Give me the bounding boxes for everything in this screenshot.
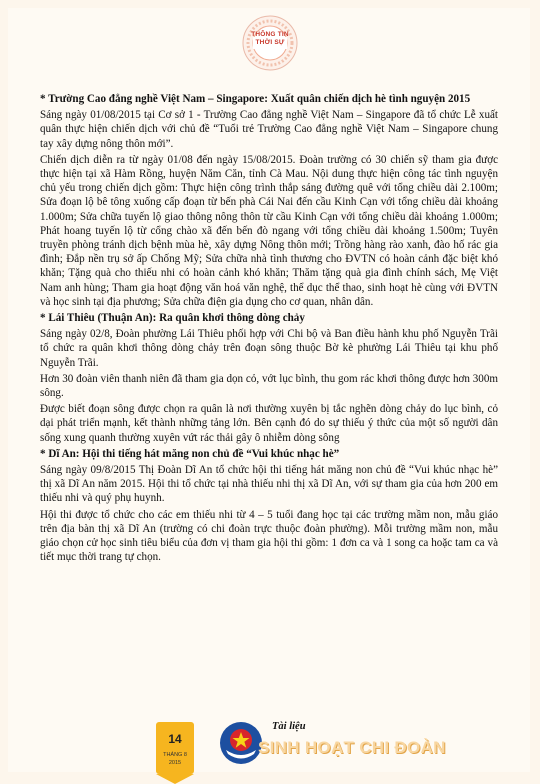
thong-tin-thoi-su-logo	[241, 14, 299, 72]
article-body	[40, 92, 498, 567]
paragraph: Được biết đoạn sông được chọn ra quân là nơi thường xuyên bị tắc nghẽn dòng chảy do lục bình, cỏ dại phát triển mạnh, kết thành những tảng lớn. Bên cạnh đó do sự thiếu ý thức của một số người dân sống xung quanh thường xuyên vứt rác thải gây ô nhiễm dòng sông	[40, 403, 498, 444]
issue-year: 2015	[168, 760, 182, 766]
section-heading: * Lái Thiêu (Thuận An): Ra quân khơi thông dòng chảy	[40, 312, 305, 325]
paragraph: Hơn 30 đoàn viên thanh niên đã tham gia dọn cỏ, vớt lục bình, thu gom rác khơi thông được hơn 300m sông.	[40, 372, 498, 400]
issue-month: THÁNG 8	[163, 752, 187, 758]
paragraph: Chiến dịch diễn ra từ ngày 01/08 đến ngày 15/08/2015. Đoàn trường có 30 chiến sỹ tham gia được thực hiện tại xã Hàm Rồng, huyện Năm Căn, tỉnh Cà Mau. Nội dung thực hiện công tác tình nguyện chủ yếu trong chiến dịch gồm: Thực hiện công trình thắp sáng đường quê với tổng chiều dài 2.100m; Sửa đoạn lộ bê tông xuống cấp đoạn từ bến phà Cái Nai đến cầu Kinh Cạn với tổng chiều dài khoảng 1.000m; Sửa chữa tuyến lộ giao thông nông thôn từ cầu Kinh Cạn với tổng chiều dài khoảng 1.000m; Phát hoang tuyến lộ từ cổng chào xã đến bến đò ngang với tổng chiều dài khoảng 1.500m; Tuyên truyền phòng tránh dịch bệnh mùa hè, xây dựng Nông thôn mới; Trồng hàng rào xanh, đào hố rác gia đình; Đắp nền trụ sở ấp Chống Mỹ; Sửa chữa nhà tình thương cho ĐVTN có hoàn cảnh đặc biệt khó khăn; Tặng quà cho thiếu nhi có hoàn cảnh khó khăn; Thăm tặng quà gia đình chính sách, Mẹ Việt Nam anh hùng; Tham gia hoạt động văn hoá văn nghệ, thể dục thể thao, sinh hoạt hè cùng với ĐVTN và học sinh tại địa phương; Sửa chữa điện gia dụng cho cơ quan, nhân dân.	[40, 153, 498, 308]
logo-line-2: THỜI SỰ	[255, 39, 285, 46]
paragraph: Sáng ngày 01/08/2015 tại Cơ sở 1 - Trường Cao đẳng nghề Việt Nam – Singapore đã tổ chức Lễ xuất quân thực hiện chiến dịch với chủ đề “Tuổi trẻ Trường Cao đẳng nghề Việt Nam – Singapore chung tay xây dựng nông thôn mới”.	[40, 109, 498, 150]
page-number-badge	[156, 722, 194, 774]
paragraph: Sáng ngày 09/8/2015 Thị Đoàn Dĩ An tổ chức hội thi tiếng hát măng non chủ đề “Vui khúc nhạc hè” thị xã Dĩ An năm 2015. Hội thi tổ chức tại nhà thiếu nhi thị xã Dĩ An, với sự tham gia của hơn 200 em thiếu nhi và quý phụ huynh.	[40, 464, 498, 505]
logo-text	[241, 31, 299, 47]
section-heading: * Trường Cao đẳng nghề Việt Nam – Singapore: Xuất quân chiến dịch hè tình nguyện 2015	[40, 93, 471, 105]
footer-label-small: Tài liệu	[272, 721, 306, 732]
page-number: 14	[168, 732, 182, 746]
footer-label-big: SINH HOẠT CHI ĐOÀN	[258, 738, 446, 757]
logo-line-1: THÔNG TIN	[251, 31, 289, 38]
paragraph: Sáng ngày 02/8, Đoàn phường Lái Thiêu phối hợp với Chi bộ và Ban điều hành khu phố Nguyễn Trãi tổ chức ra quân khơi thông dòng chảy trên đoạn sông thuộc Bờ kè phường Lái Thiêu tại khu phố Nguyễn Trãi.	[40, 328, 498, 369]
section-heading: * Dĩ An: Hội thi tiếng hát măng non chủ đề “Vui khúc nhạc hè”	[40, 447, 340, 460]
paragraph: Hội thi được tổ chức cho các em thiếu nhi từ 4 – 5 tuổi đang học tại các trường mầm non, mẫu giáo trên địa bàn thị xã Dĩ An (trường có chi đoàn trực thuộc đoàn phường). Mỗi trường mầm non, mẫu giáo chọn cử học sinh tiêu biểu của đơn vị tham gia hội thi gồm: 1 đơn ca và 1 song ca hoặc tam ca và tiết mục thời trang tự chọn.	[40, 508, 498, 564]
